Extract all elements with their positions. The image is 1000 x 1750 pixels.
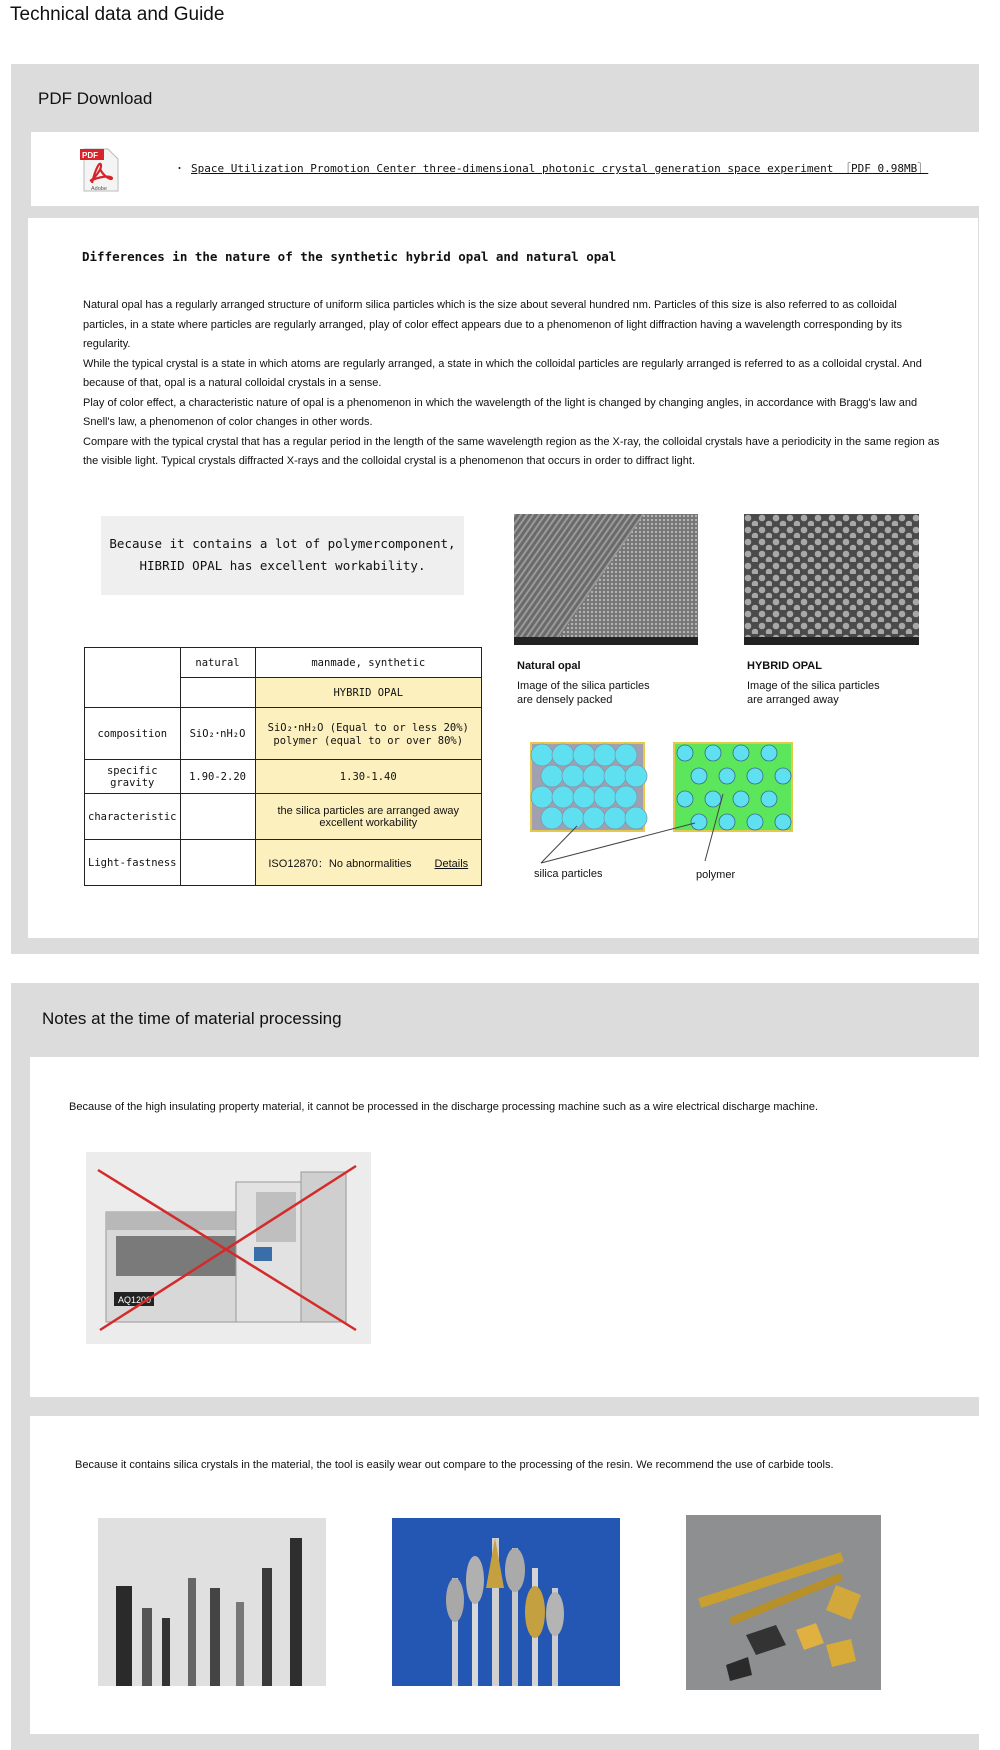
hybrid-opal-caption [747, 660, 880, 707]
pdf-icon-label: PDF [82, 151, 98, 160]
edm-machine-photo [86, 1152, 371, 1344]
table-empty-corner [85, 648, 181, 708]
natural-opal-title: Natural opal [517, 660, 581, 672]
row-label-composition: composition [85, 708, 181, 760]
silica-particle [747, 768, 763, 784]
natural-opal-desc-2: are densely packed [517, 694, 613, 706]
composition-natural: SiO₂･nH₂O [180, 708, 255, 760]
silica-particles-label: silica particles [534, 868, 603, 880]
hybrid-opal-desc-2: are arranged away [747, 694, 839, 706]
silica-particle [562, 765, 584, 787]
silica-particle [705, 791, 721, 807]
characteristic-hybrid [255, 794, 481, 840]
pdf-bullet: ・ [174, 163, 185, 175]
silica-particle [562, 807, 584, 829]
characteristic-natural [180, 794, 255, 840]
silica-particle [552, 744, 574, 766]
silica-particle [615, 744, 637, 766]
notes-section-title: Notes at the time of material processing [42, 1009, 342, 1028]
header-manmade: manmade, synthetic [255, 648, 481, 678]
silica-particle [573, 786, 595, 808]
specific-gravity-line-1: specific [106, 764, 158, 777]
differences-text [83, 296, 943, 472]
note-tools-text: Because it contains silica crystals in the material, the tool is easily wear out compare to the processing of the resin. We recommend the use of carbide tools. [75, 1459, 834, 1471]
silica-particle [594, 786, 616, 808]
silica-particle [583, 765, 605, 787]
silica-particle [677, 791, 693, 807]
natural-opal-caption [517, 660, 650, 707]
silica-particle [705, 745, 721, 761]
silica-particle [691, 768, 707, 784]
row-label-light-fastness: Light-fastness [85, 840, 181, 886]
carbide-inserts-photo [686, 1515, 881, 1690]
silica-particle [719, 768, 735, 784]
characteristic-line-1: the silica particles are arranged away [277, 804, 460, 817]
silica-particle [733, 745, 749, 761]
silica-particle [552, 786, 574, 808]
natural-opal-photo [514, 514, 698, 645]
silica-particle [531, 786, 553, 808]
silica-particle [531, 744, 553, 766]
silica-particle [677, 745, 693, 761]
details-link[interactable]: Details [434, 857, 469, 870]
silica-particle [583, 807, 605, 829]
workability-callout [101, 516, 464, 595]
row-label-characteristic: characteristic [85, 794, 181, 840]
silica-particle [625, 807, 647, 829]
light-fastness-hybrid [255, 840, 481, 886]
silica-particle [604, 765, 626, 787]
gravity-hybrid: 1.30-1.40 [255, 760, 481, 794]
subheader-empty [180, 678, 255, 708]
paragraph-3: Play of color effect, a characteristic nature of opal is a phenomenon in which the wavelength of the light is changed by changing angles, in accordance with Bragg's law and Snell's law, a phenomenon of color changes in other words. [83, 396, 918, 428]
silica-particle [775, 814, 791, 830]
hybrid-opal-desc-1: Image of the silica particles [747, 680, 880, 692]
gravity-natural: 1.90-2.20 [180, 760, 255, 794]
specific-gravity-line-2: gravity [110, 776, 155, 789]
pdf-section-title: PDF Download [38, 89, 153, 108]
silica-particle [761, 791, 777, 807]
carbide-burrs-photo [392, 1518, 620, 1686]
silica-particle [719, 814, 735, 830]
adobe-icon-label: Adobe [91, 186, 107, 192]
header-natural: natural [180, 648, 255, 678]
composition-hybrid-line-2: polymer (equal to or over 80%) [273, 735, 464, 747]
silica-particle [691, 814, 707, 830]
paragraph-1: Natural opal has a regularly arranged structure of uniform silica particles which is the size about several hundred nm. Particles of this size is also referred to as colloidal particles, in a state where particles are regularly arranged, play of color effect appears due to a phenomenon of light diffraction having a wavelength corresponding by its regularity. [83, 299, 902, 350]
polymer-label: polymer [696, 869, 736, 881]
pdf-adobe-icon[interactable] [78, 147, 120, 193]
hybrid-opal-title: HYBRID OPAL [747, 660, 822, 672]
note-edm-text: Because of the high insulating property material, it cannot be processed in the discharge processing machine such as a wire electrical discharge machine. [69, 1101, 819, 1113]
comparison-table [84, 647, 482, 886]
silica-particle [747, 814, 763, 830]
silica-particle [625, 765, 647, 787]
composition-hybrid-line-1: SiO₂･nH₂O (Equal to or less 20%) [267, 722, 469, 734]
differences-heading: Differences in the nature of the synthetic hybrid opal and natural opal [82, 249, 617, 264]
machine-badge: AQ1200 [118, 1295, 152, 1305]
silica-particle [615, 786, 637, 808]
pdf-download-link[interactable]: Space Utilization Promotion Center three-dimensional photonic crystal generation space experiment ［PDF 0.98MB］ [191, 162, 929, 175]
paragraph-2: While the typical crystal is a state in which atoms are regularly arranged, a state in which the colloidal particles are regularly arranged is referred to as a colloidal crystal. And because of that, opal is a natural colloidal crystals in a sense. [83, 357, 922, 389]
callout-line-1: Because it contains a lot of polymercomponent, [109, 536, 456, 551]
subheader-hybrid-opal: HYBRID OPAL [255, 678, 481, 708]
callout-line-2: HIBRID OPAL has excellent workability. [139, 558, 426, 573]
composition-hybrid [255, 708, 481, 760]
particle-diagram [525, 738, 815, 888]
silica-particle [733, 791, 749, 807]
silica-particle [573, 744, 595, 766]
carbide-endmills-photo [98, 1518, 326, 1686]
silica-particle [604, 807, 626, 829]
natural-opal-desc-1: Image of the silica particles [517, 680, 650, 692]
silica-particle [775, 768, 791, 784]
page-title: Technical data and Guide [10, 4, 225, 25]
silica-particle [541, 807, 563, 829]
light-fastness-natural [180, 840, 255, 886]
hybrid-opal-photo [744, 514, 919, 645]
paragraph-4: Compare with the typical crystal that has a regular period in the length of the same wavelength region as the X-ray, the colloidal crystals have a periodicity in the same region as the visible light. Typical crystals diffracted X-rays and the colloidal crystal is a phenomenon that occurs in order to diffract light. [83, 435, 940, 467]
characteristic-line-2: excellent workability [319, 816, 418, 829]
silica-particle [594, 744, 616, 766]
silica-particle [541, 765, 563, 787]
silica-particle [761, 745, 777, 761]
light-fastness-value: ISO12870：No abnormalities [268, 857, 412, 870]
row-label-specific-gravity [85, 760, 181, 794]
